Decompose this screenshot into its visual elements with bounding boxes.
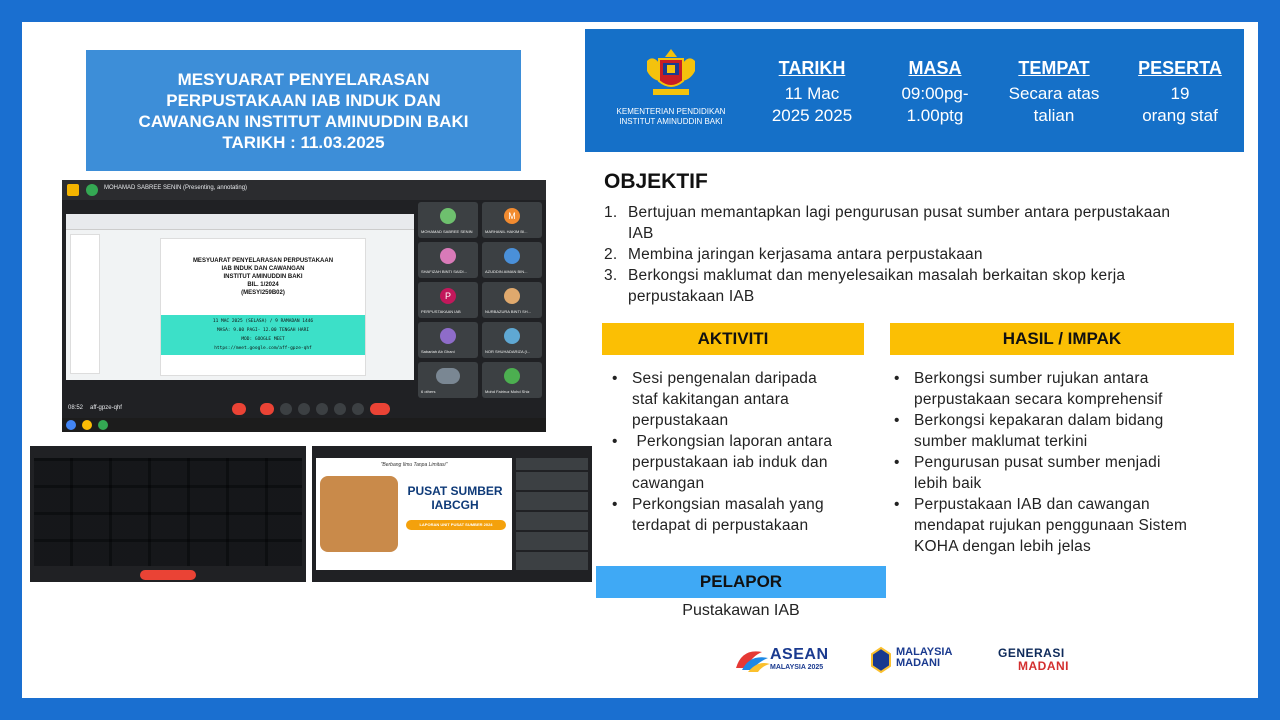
aktiviti-text: perpustakaan <box>632 412 729 429</box>
participant-name: 6 others <box>421 389 436 394</box>
google-slides-icon <box>67 184 79 196</box>
camera-off-button[interactable] <box>260 403 274 415</box>
madani-text-1: MALAYSIA <box>896 646 953 658</box>
meet-top-bar <box>62 180 546 200</box>
asean-sub: MALAYSIA 2025 <box>770 664 824 671</box>
windows-start-icon[interactable] <box>66 420 76 430</box>
participant-tile <box>418 242 478 278</box>
hasil-text: sumber maklumat terkini <box>914 433 1088 450</box>
pelapor-name: Pustakawan IAB <box>682 602 800 619</box>
doc-toolbar <box>66 214 414 230</box>
tempat-column <box>999 57 1109 127</box>
slide <box>22 22 1258 698</box>
asean-swirl-icon <box>732 646 772 676</box>
masa-value: 1.00ptg <box>906 106 964 125</box>
tarikh-value: 2025 2025 <box>771 106 853 125</box>
shared-doc <box>66 214 414 380</box>
presenter-label: MOHAMAD SABREE SENIN (Presenting, annotating) <box>104 185 248 191</box>
masa-label: MASA <box>908 58 962 78</box>
mic-off-button[interactable] <box>232 403 246 415</box>
aktiviti-text: Perkongsian masalah yang <box>632 496 824 513</box>
tempat-value: talian <box>1033 106 1075 125</box>
doc-line: IAB INDUK DAN CAWANGAN <box>221 266 305 272</box>
participant-tile <box>418 282 478 318</box>
objektif-num: 2. <box>604 246 618 263</box>
doc-line: MESYUARAT PENYELARASAN PERPUSTAKAAN <box>192 258 334 264</box>
presenter-avatar <box>86 184 98 196</box>
participant-tile <box>482 322 542 358</box>
report-tagline: "Berbang Ilmu Tanpa Limitasi" <box>380 462 448 468</box>
objektif-text: IAB <box>628 225 654 242</box>
pelapor-header: PELAPOR <box>596 566 886 598</box>
meet-time: 08:52 <box>68 405 84 411</box>
captions-button[interactable] <box>280 403 292 415</box>
crest <box>601 45 741 127</box>
generasi-madani-logo <box>998 642 1108 678</box>
meet-screenshot-main <box>62 180 546 432</box>
hasil-text: Berkongsi kepakaran dalam bidang <box>914 412 1164 429</box>
objektif-item <box>604 265 1244 307</box>
participant-tile <box>418 202 478 238</box>
doc-line: INSTITUT AMINUDDIN BAKI <box>223 274 303 280</box>
participant-avatar <box>504 288 520 304</box>
objektif-item <box>604 202 1244 244</box>
hasil-item: • Perpustakaan IAB dan cawangan mendapat rujukan penggunaan Sistem KOHA dengan lebih jelas <box>894 496 1188 555</box>
participant-tile <box>482 242 542 278</box>
hasil-text: KOHA dengan lebih jelas <box>914 538 1091 555</box>
participant-tile <box>418 322 478 358</box>
participant-name: AZUDDIN AIMAN BIN... <box>485 269 528 274</box>
hasil-text: mendapat rujukan penggunaan Sistem <box>914 517 1188 534</box>
title-line: CAWANGAN INSTITUT AMINUDDIN BAKI <box>138 111 469 131</box>
gallery-tiles <box>34 458 302 566</box>
asean-text: ASEAN <box>770 646 829 663</box>
tarikh-column <box>757 57 867 127</box>
hasil-text: Pengurusan pusat sumber menjadi <box>914 454 1161 471</box>
peserta-column <box>1125 57 1235 127</box>
tarikh-value: 11 Mac <box>784 84 840 103</box>
meet-taskbar-icon[interactable] <box>98 420 108 430</box>
title-date: TARIKH : 11.03.2025 <box>222 132 385 152</box>
gallery-controls <box>140 570 196 580</box>
objektif-text: Berkongsi maklumat dan menyelesaikan masalah berkaitan skop kerja <box>628 267 1126 284</box>
generasi-text-1: GENERASI <box>998 646 1065 660</box>
participant-avatar <box>440 208 456 224</box>
doc-outline <box>70 234 100 374</box>
participant-avatar: M <box>504 208 520 224</box>
crest-label-1: KEMENTERIAN PENDIDIKAN <box>616 107 726 116</box>
aktiviti-item: • Perkongsian laporan antara perpustakaan iab induk dan cawangan <box>612 433 833 492</box>
aktiviti-header: AKTIVITI <box>602 323 864 355</box>
participant-avatar <box>440 248 456 264</box>
meet-screenshot-report <box>312 446 592 582</box>
hasil-text: Perpustakaan IAB dan cawangan <box>914 496 1150 513</box>
library-photo <box>320 476 398 552</box>
hasil-list <box>884 368 1244 557</box>
report-participants <box>516 458 588 570</box>
participant-avatar <box>440 328 456 344</box>
participant-avatar <box>436 368 460 384</box>
objektif-text: Membina jaringan kerjasama antara perpustakaan <box>628 246 983 263</box>
doc-info-line: MASA: 9.00 PAGI- 12.00 TENGAH HARI <box>216 328 310 333</box>
aktiviti-list <box>602 368 872 536</box>
aktiviti-text: Perkongsian laporan antara <box>632 433 833 450</box>
peserta-label: PESERTA <box>1138 58 1222 78</box>
doc-line: (MESYI259B02) <box>241 290 285 296</box>
aktiviti-text: Sesi pengenalan daripada <box>632 370 817 387</box>
participant-name: SHAFIZAH BINTI SAIDI... <box>421 269 468 274</box>
report-heading-line: IABCGH <box>431 498 479 512</box>
aktiviti-text: terdapat di perpustakaan <box>632 517 809 534</box>
asean-malaysia-logo <box>732 642 848 678</box>
tempat-value: Secara atas <box>1008 84 1100 103</box>
jata-negara-icon <box>639 45 703 103</box>
participant-name: NOR SHUHADARIZA (I... <box>485 349 531 354</box>
doc-info-line: https://meet.google.com/aff-gpze-qhf <box>214 346 312 351</box>
leave-call-button[interactable] <box>370 403 390 415</box>
participant-name: MOHAMAD SABREE SENIN <box>421 229 473 234</box>
masa-value: 09:00pg- <box>901 84 969 103</box>
taskbar <box>62 418 546 432</box>
hasil-item: • Berkongsi kepakaran dalam bidang sumber maklumat terkini <box>894 412 1164 450</box>
title-box <box>86 50 521 171</box>
tarikh-label: TARIKH <box>778 58 846 78</box>
gallery-grid <box>34 458 302 566</box>
masa-column <box>885 57 985 127</box>
doc-info-line: 11 MAC 2025 (SELASA) / 9 RAMADAN 1446 <box>212 319 314 324</box>
objektif-item <box>604 244 1244 265</box>
participant-tile <box>482 362 542 398</box>
doc-info-line: MOD: GOOGLE MEET <box>241 337 285 342</box>
participant-tile <box>482 282 542 318</box>
doc-page <box>160 238 366 376</box>
present-button[interactable] <box>316 403 328 415</box>
participant-tile <box>418 362 478 398</box>
tempat-label: TEMPAT <box>1018 58 1090 78</box>
madani-emblem-icon <box>870 646 892 674</box>
aktiviti-text: perpustakaan iab induk dan <box>632 454 828 471</box>
chrome-icon[interactable] <box>82 420 92 430</box>
participant-avatar <box>504 368 520 384</box>
aktiviti-item: • Perkongsian masalah yang terdapat di perpustakaan <box>612 496 824 534</box>
participant-avatar <box>504 328 520 344</box>
madani-text-2: MADANI <box>896 657 940 669</box>
hasil-text: Berkongsi sumber rujukan antara <box>914 370 1149 387</box>
info-bar <box>585 29 1244 152</box>
objektif-num: 1. <box>604 204 618 221</box>
objektif-title: OBJEKTIF <box>604 170 708 193</box>
doc-line: BIL. 1/2024 <box>247 282 279 288</box>
title-line: MESYUARAT PENYELARASAN <box>177 69 430 89</box>
report-banner: LAPORAN UNIT PUSAT SUMBER 2024 <box>406 520 506 530</box>
aktiviti-text: cawangan <box>632 475 705 492</box>
participant-avatar <box>504 248 520 264</box>
emoji-button[interactable] <box>298 403 310 415</box>
report-heading-line: PUSAT SUMBER <box>407 484 503 498</box>
more-options-button[interactable] <box>352 403 364 415</box>
participant-name: Sabariah Ab Ghani <box>421 349 455 354</box>
report-heading <box>402 484 508 512</box>
footer-logos <box>732 642 1112 678</box>
participant-name: Mohd Fairiruz Mohd Shiz <box>485 389 530 394</box>
hasil-text: lebih baik <box>914 475 982 492</box>
hasil-item: • Berkongsi sumber rujukan antara perpustakaan secara komprehensif <box>894 370 1163 408</box>
participant-name: PERPUSTAKAAN IAB <box>421 309 461 314</box>
participant-grid <box>418 202 542 400</box>
aktiviti-text: staf kakitangan antara <box>632 391 789 408</box>
meet-code: aff-gpze-qhf <box>90 405 122 411</box>
report-slide <box>316 458 512 570</box>
peserta-value: 19 <box>1170 84 1190 103</box>
hasil-item: • Pengurusan pusat sumber menjadi lebih baik <box>894 454 1161 492</box>
objektif-text: Bertujuan memantapkan lagi pengurusan pusat sumber antara perpustakaan <box>628 204 1171 221</box>
generasi-text-2: MADANI <box>1018 659 1069 673</box>
participant-name: MARHANIL HAKIM BI... <box>485 229 528 234</box>
aktiviti-item: • Sesi pengenalan daripada staf kakitangan antara perpustakaan <box>612 370 817 429</box>
participant-name: NURBAZURA BINTI SH... <box>485 309 532 314</box>
meet-controls <box>62 400 546 418</box>
hasil-header: HASIL / IMPAK <box>890 323 1234 355</box>
objektif-num: 3. <box>604 267 618 284</box>
crest-label-2: INSTITUT AMINUDDIN BAKI <box>619 117 723 126</box>
raise-hand-button[interactable] <box>334 403 346 415</box>
doc-info-band <box>161 315 365 355</box>
hasil-text: perpustakaan secara komprehensif <box>914 391 1163 408</box>
objektif-text: perpustakaan IAB <box>628 288 755 305</box>
participant-avatar: P <box>440 288 456 304</box>
title-line: PERPUSTAKAAN IAB INDUK DAN <box>166 90 441 110</box>
participant-tile <box>482 202 542 238</box>
meet-screenshot-gallery <box>30 446 306 582</box>
malaysia-madani-logo <box>870 642 980 678</box>
objektif-list <box>604 202 1244 307</box>
peserta-value: orang staf <box>1142 106 1218 125</box>
